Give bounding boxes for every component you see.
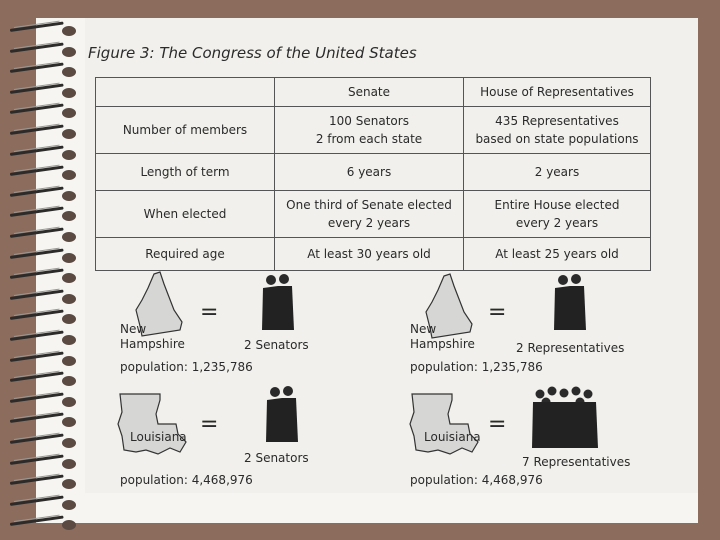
- binding-ring: [10, 271, 80, 285]
- binding-ring: [10, 498, 80, 512]
- congress-comparison-table: [95, 77, 651, 271]
- cell-line: One third of Senate elected: [286, 198, 452, 212]
- ring-hole: [62, 108, 76, 118]
- result-label: 2 Representatives: [516, 341, 625, 355]
- state-name-line1: New: [410, 322, 437, 336]
- binding-ring: [10, 436, 80, 450]
- binding-ring: [10, 395, 80, 409]
- house-cell: At least 25 years old: [464, 238, 651, 271]
- ring-hole: [62, 397, 76, 407]
- ring-hole: [62, 314, 76, 324]
- ring-hole: [62, 170, 76, 180]
- state-name-line2: Hampshire: [120, 337, 185, 351]
- ring-hole: [62, 294, 76, 304]
- louisiana-map-icon: [404, 390, 484, 460]
- binding-ring: [10, 86, 80, 100]
- ring-hole: [62, 191, 76, 201]
- ring-hole: [62, 26, 76, 36]
- table-header-empty: [96, 78, 275, 107]
- binding-ring: [10, 106, 80, 120]
- ring-hole: [62, 376, 76, 386]
- house-cell: [464, 107, 651, 154]
- senate-cell: [275, 191, 464, 238]
- binding-ring: [10, 457, 80, 471]
- binding-ring: [10, 333, 80, 347]
- binding-ring: [10, 209, 80, 223]
- binding-ring: [10, 374, 80, 388]
- cell-line: 100 Senators: [329, 114, 409, 128]
- binding-ring: [10, 65, 80, 79]
- ring-hole: [62, 356, 76, 366]
- ring-hole: [62, 500, 76, 510]
- binding-ring: [10, 168, 80, 182]
- binding-ring: [10, 189, 80, 203]
- cell-line: Entire House elected: [494, 198, 620, 212]
- seven-people-icon: [530, 384, 600, 452]
- cell-line: 435 Representatives: [495, 114, 619, 128]
- binding-ring: [10, 127, 80, 141]
- row-label: Number of members: [96, 107, 275, 154]
- ring-hole: [62, 459, 76, 469]
- row-label: Required age: [96, 238, 275, 271]
- ring-hole: [62, 520, 76, 530]
- cell-line: 2 from each state: [315, 132, 423, 146]
- senate-cell: At least 30 years old: [275, 238, 464, 271]
- result-label: 2 Senators: [244, 338, 309, 352]
- ring-hole: [62, 335, 76, 345]
- table-row: [96, 191, 651, 238]
- table-row: [96, 154, 651, 191]
- binding-ring: [10, 415, 80, 429]
- ring-hole: [62, 47, 76, 57]
- ring-hole: [62, 211, 76, 221]
- row-label: Length of term: [96, 154, 275, 191]
- cell-line: based on state populations: [475, 132, 639, 146]
- house-cell: 2 years: [464, 154, 651, 191]
- equals-sign: =: [200, 412, 219, 437]
- table-header-house: House of Representatives: [464, 78, 651, 107]
- population-label: population: 1,235,786: [410, 360, 543, 374]
- binding-ring: [10, 24, 80, 38]
- binding-ring: [10, 148, 80, 162]
- binding-ring: [10, 251, 80, 265]
- ring-hole: [62, 150, 76, 160]
- population-label: population: 4,468,976: [410, 473, 543, 487]
- ring-hole: [62, 438, 76, 448]
- ring-hole: [62, 232, 76, 242]
- binding-ring: [10, 518, 80, 532]
- row-label: When elected: [96, 191, 275, 238]
- equals-sign: =: [200, 300, 219, 325]
- result-label: 7 Representatives: [522, 455, 631, 469]
- ring-hole: [62, 129, 76, 139]
- state-name-line1: New: [120, 322, 147, 336]
- ring-hole: [62, 253, 76, 263]
- state-name: Louisiana: [130, 430, 187, 444]
- binding-ring: [10, 354, 80, 368]
- ring-hole: [62, 88, 76, 98]
- senate-cell: 6 years: [275, 154, 464, 191]
- state-name-line2: Hampshire: [410, 337, 475, 351]
- binding-ring: [10, 45, 80, 59]
- table-header-senate: Senate: [275, 78, 464, 107]
- spiral-binding: [10, 18, 80, 523]
- binding-ring: [10, 292, 80, 306]
- cell-line: every 2 years: [515, 216, 599, 230]
- equals-sign: =: [488, 412, 507, 437]
- population-label: population: 1,235,786: [120, 360, 253, 374]
- house-cell: [464, 191, 651, 238]
- table-row: [96, 238, 651, 271]
- ring-hole: [62, 479, 76, 489]
- two-people-icon: [550, 272, 590, 334]
- result-label: 2 Senators: [244, 451, 309, 465]
- senate-cell: [275, 107, 464, 154]
- equals-sign: =: [488, 300, 507, 325]
- population-label: population: 4,468,976: [120, 473, 253, 487]
- two-people-icon: [262, 384, 302, 446]
- table-row: [96, 107, 651, 154]
- binding-ring: [10, 230, 80, 244]
- state-name: Louisiana: [424, 430, 481, 444]
- cell-line: every 2 years: [327, 216, 411, 230]
- ring-hole: [62, 273, 76, 283]
- two-people-icon: [258, 272, 298, 334]
- binding-ring: [10, 312, 80, 326]
- binding-ring: [10, 477, 80, 491]
- louisiana-map-icon: [112, 390, 192, 460]
- ring-hole: [62, 417, 76, 427]
- ring-hole: [62, 67, 76, 77]
- figure-title: Figure 3: The Congress of the United States: [88, 44, 417, 62]
